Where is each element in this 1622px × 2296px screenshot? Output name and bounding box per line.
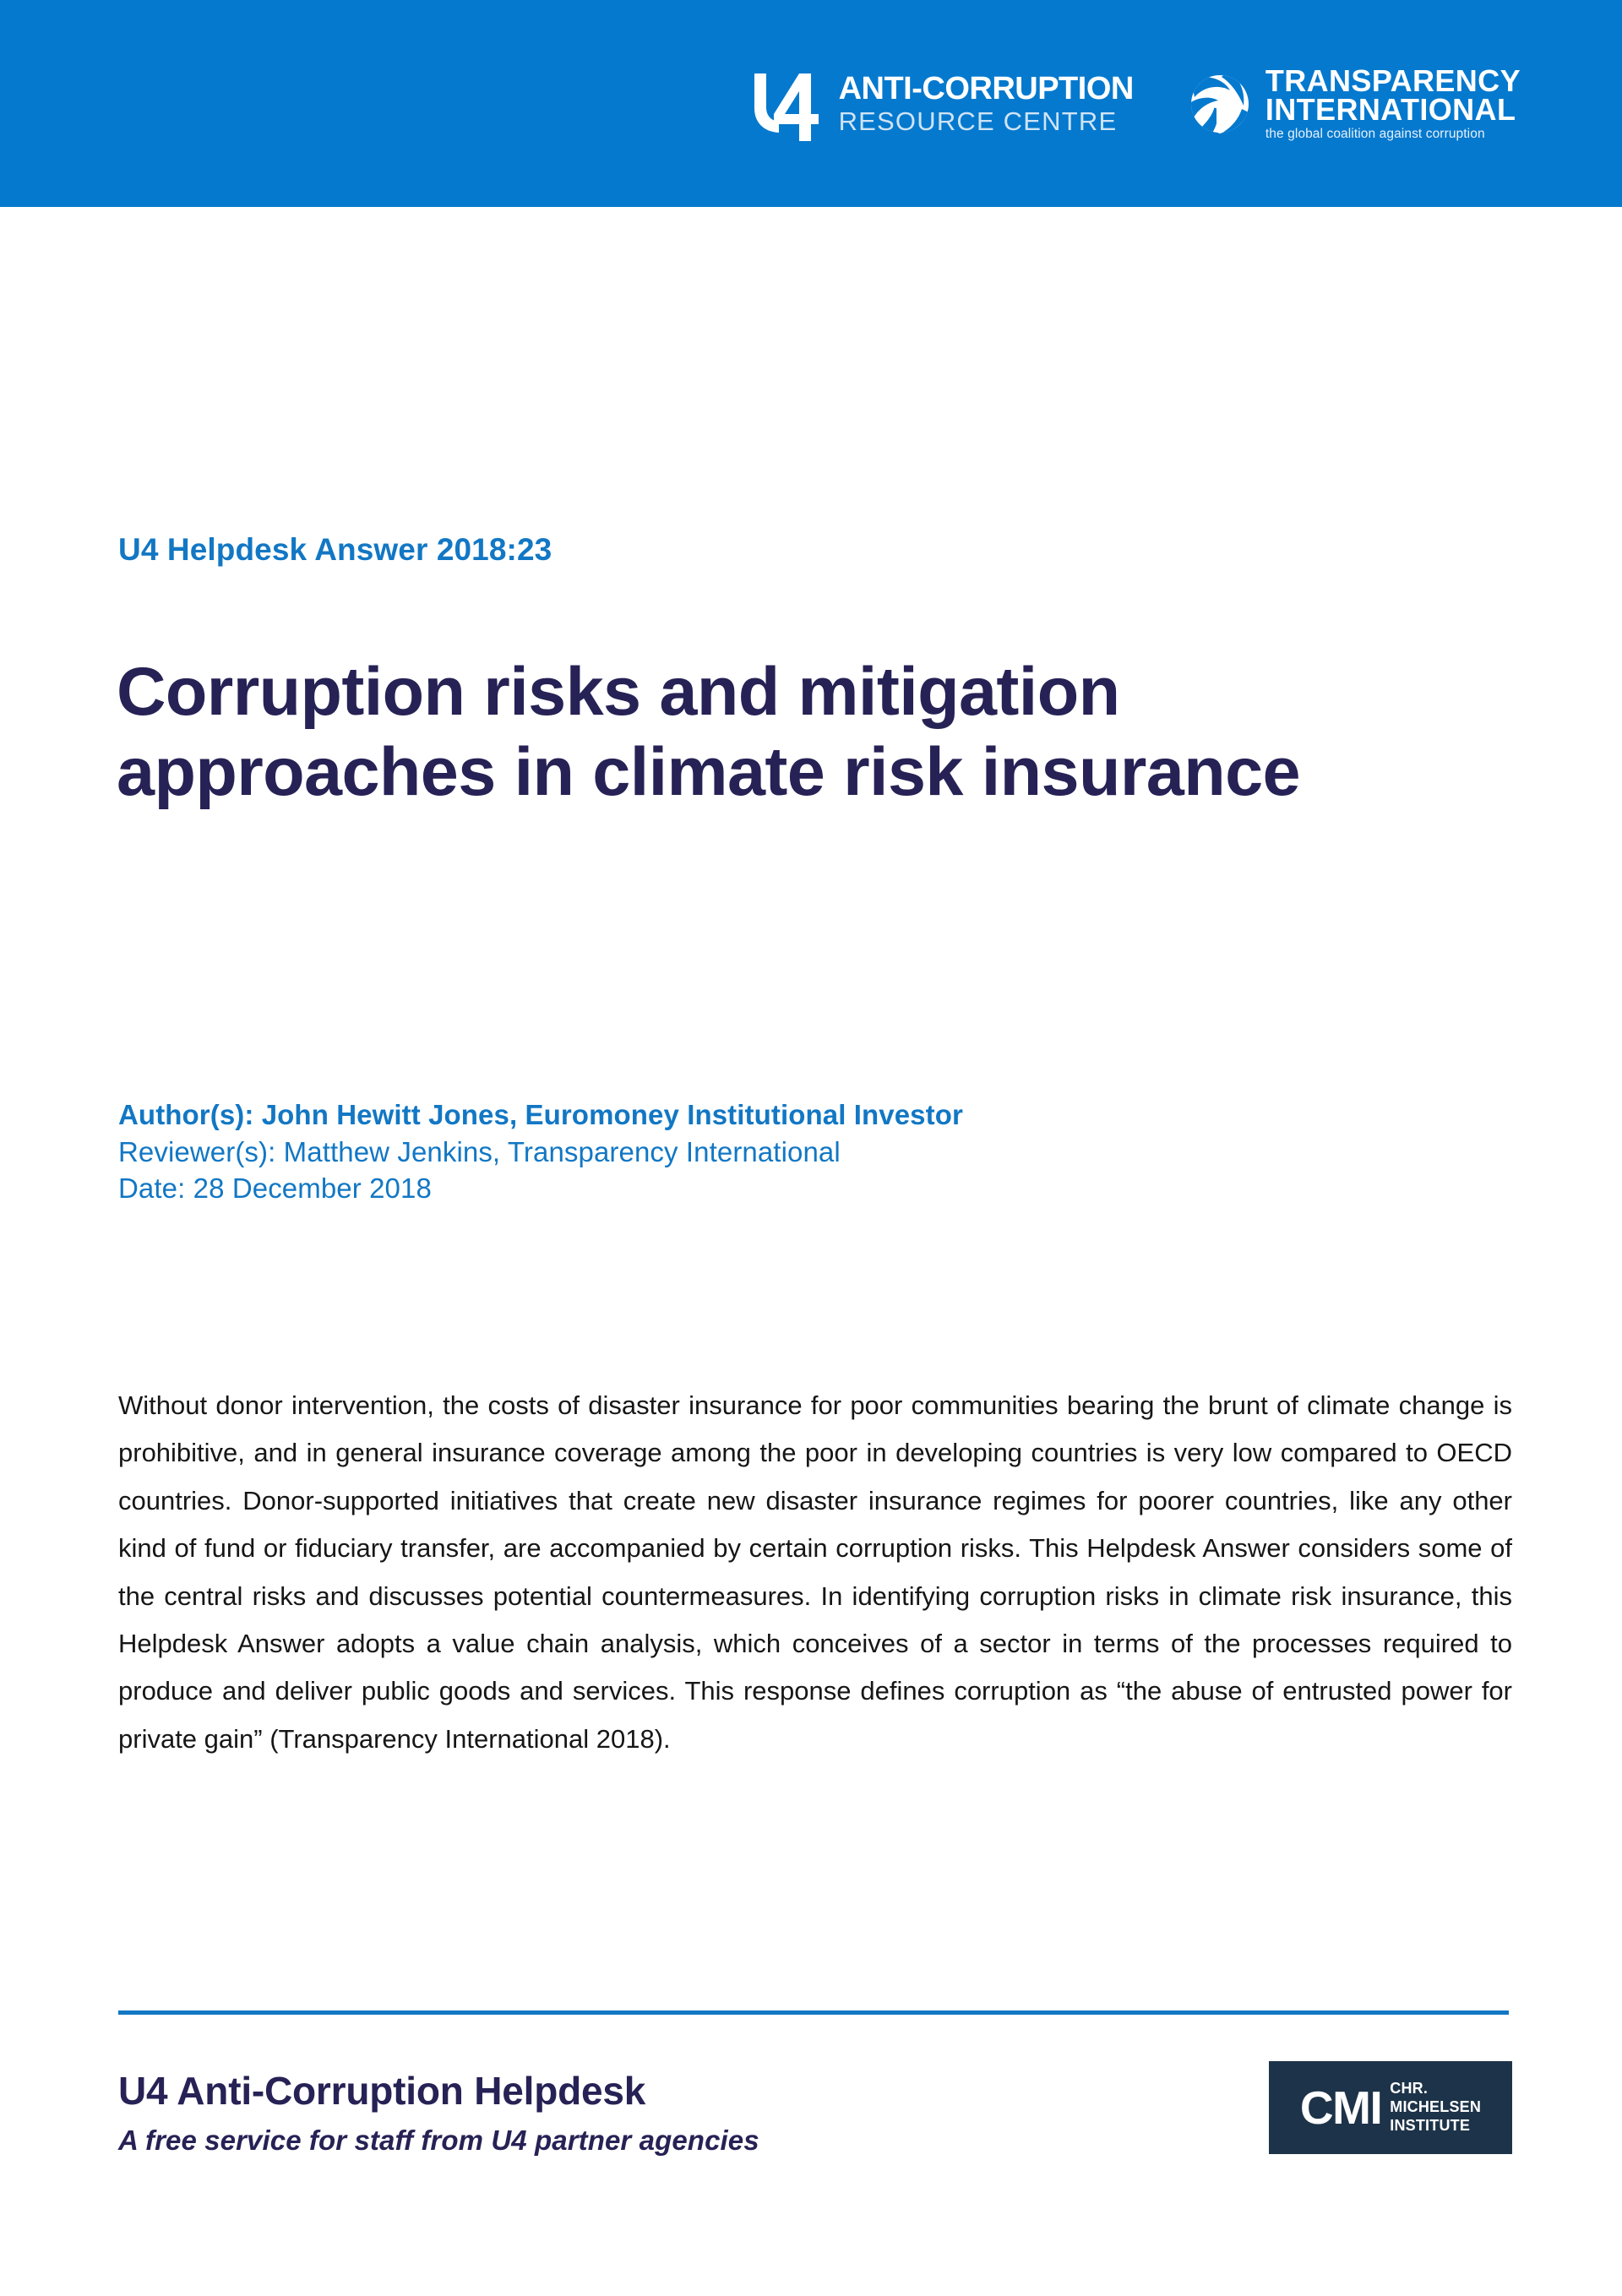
abstract-paragraph: Without donor intervention, the costs of disaster insurance for poor communities bearing the brunt of climate change is prohibitive, and in general insurance coverage among the poor in developing countries is very low compared to OECD countries. Donor-supported initiatives that create new disaster insurance regimes for poorer countries, like any other kind of fund or fiduciary transfer, are accompanied by certain corruption risks. This Helpdesk Answer considers some of the central risks and discusses potential countermeasures. In identifying corruption risks in climate risk insurance, this Helpdesk Answer adopts a value chain analysis, which conceives of a sector in terms of the processes required to produce and deliver public goods and services. This response defines corruption as “the abuse of entrusted power for private gain” (Transparency International 2018). bbox=[118, 1390, 1512, 1754]
date-line: Date: 28 December 2018 bbox=[118, 1172, 432, 1205]
cmi-logo-line3: INSTITUTE bbox=[1390, 2116, 1471, 2134]
ti-logo-line1: TRANSPARENCY bbox=[1265, 63, 1521, 98]
document-series-label: U4 Helpdesk Answer 2018:23 bbox=[118, 532, 552, 567]
cmi-logo bbox=[1269, 2061, 1512, 2154]
cmi-logo-mark: CMI bbox=[1299, 2081, 1382, 2134]
author-line: Author(s): John Hewitt Jones, Euromoney Institutional Investor bbox=[118, 1099, 963, 1130]
u4-logo-mark bbox=[746, 63, 827, 144]
document-credits bbox=[118, 1096, 1436, 1207]
footer-subtitle: A free service for staff from U4 partner agencies bbox=[118, 2125, 759, 2157]
page-title: Corruption risks and mitigation approaches in climate risk insurance bbox=[117, 654, 1301, 811]
cmi-logo-wordmark bbox=[1390, 2080, 1481, 2135]
u4-logo-line2: RESOURCE CENTRE bbox=[838, 106, 1118, 136]
header-logo-group bbox=[0, 0, 1622, 207]
cmi-logo-line1: CHR. bbox=[1390, 2080, 1429, 2097]
u4-logo-line1: ANTI-CORRUPTION bbox=[838, 71, 1134, 106]
u4-logo-wordmark bbox=[839, 73, 1134, 134]
footer-title: U4 Anti-Corruption Helpdesk bbox=[118, 2069, 646, 2113]
footer-text-block bbox=[118, 2061, 759, 2159]
ti-logo-line2: INTERNATIONAL bbox=[1265, 92, 1516, 128]
u4-logo bbox=[746, 63, 1134, 144]
transparency-international-globe-icon bbox=[1184, 68, 1255, 139]
page-footer bbox=[118, 2061, 1512, 2159]
transparency-international-logo bbox=[1184, 63, 1521, 144]
cmi-logo-line2: MICHELSEN bbox=[1390, 2098, 1482, 2116]
footer-divider bbox=[118, 2010, 1509, 2015]
transparency-international-wordmark bbox=[1265, 63, 1521, 141]
ti-logo-tagline: the global coalition against corruption bbox=[1265, 126, 1485, 141]
reviewer-line: Reviewer(s): Matthew Jenkins, Transparency International bbox=[118, 1135, 841, 1167]
